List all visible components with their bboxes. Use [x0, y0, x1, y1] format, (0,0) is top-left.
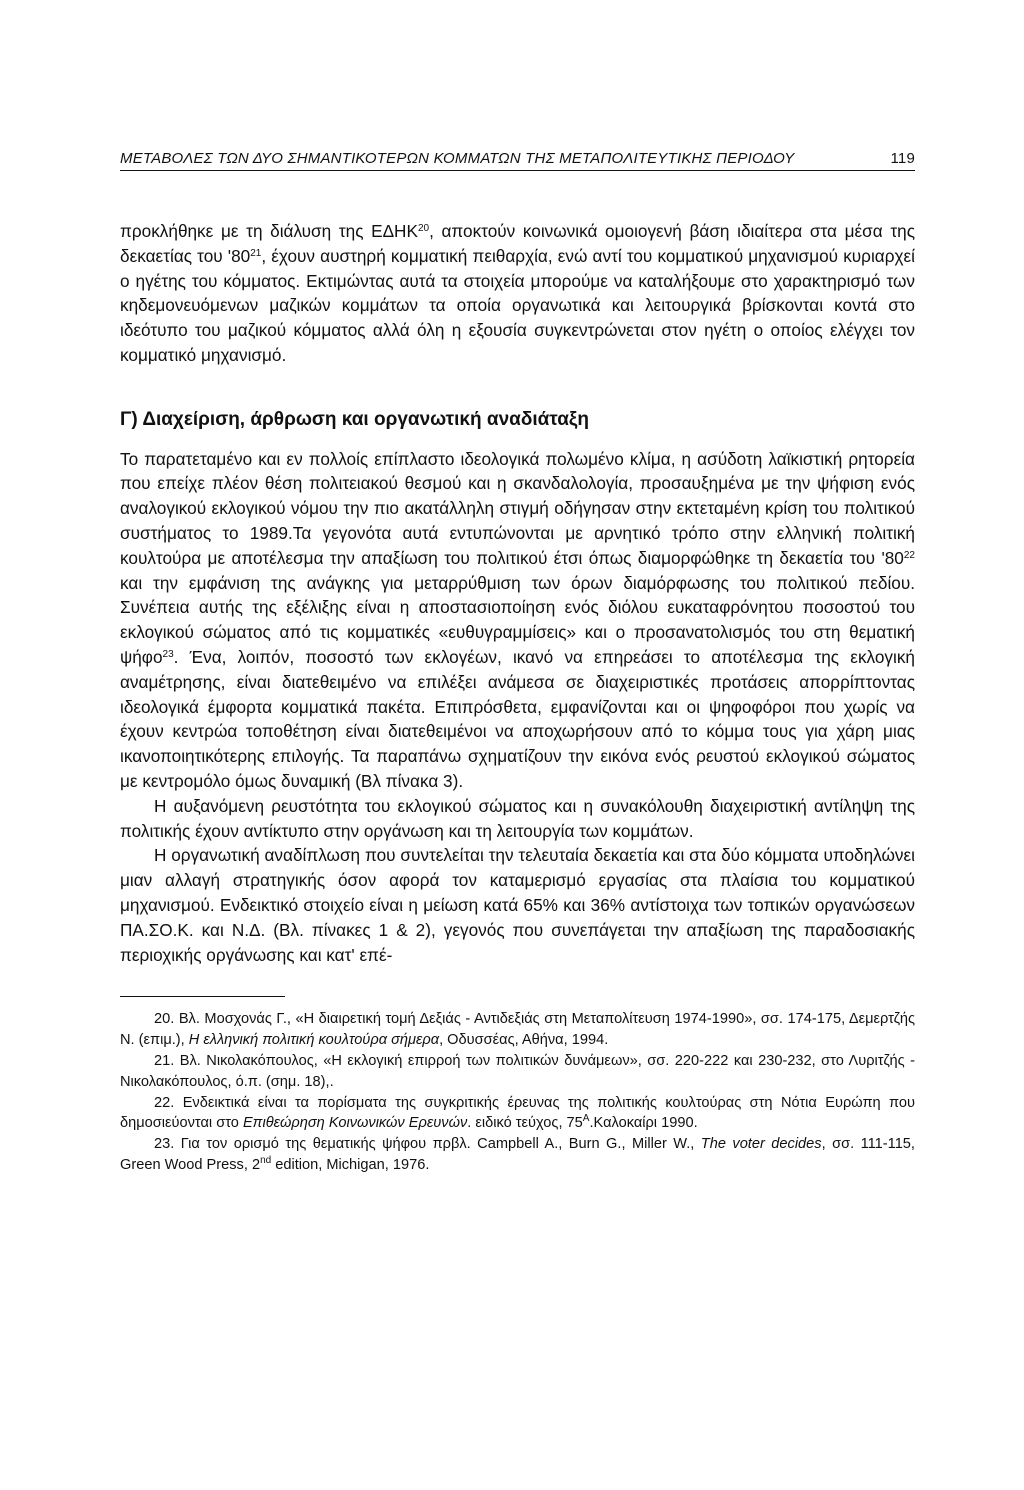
- footnote-23: 23. Για τον ορισμό της θεματικής ψήφου πρβλ. Campbell A., Burn G., Miller W., The voter decides, σσ. 111-115, Green Wood Press, 2nd edition, Michigan, 1976.: [120, 1136, 915, 1173]
- section-paragraph-1: Το παρατεταμένο και εν πολλοίς επίπλαστο ιδεολογικά πολωμένο κλίμα, η ασύδοτη λαϊκιστική ρητορεία που επείχε πλέον θέση πολιτειακού θεσμού και η σκανδαλολογία, προσαυξημένα με την ψήφιση ενός αναλογικού εκλογικού νόμου την πιο ακατάλληλη στιγμή οδήγησαν στην εκτεταμένη κρίση του πολιτικού συστήματος το 1989.Τα γεγονότα αυτά εντυπώνονται με αρνητικό τρόπο στην ελληνική πολιτική κουλτούρα με αποτέλεσμα την απαξίωση του πολιτικού έτσι όπως διαμορφώθηκε τη δεκαετία του '$80^{22}$ και την εμφάνιση της ανάγκης για μεταρρύθμιση των όρων διαμόρφωσης του πολιτικού πεδίου. Συνέπεια αυτής της εξέλιξης είναι η αποστασιοποίηση ενός διόλου ευκαταφρόνητου ποσοστού του εκλογικού σώματος από τις κομματικές «ευθυγραμμίσεις» και ο προσανατολισμός του στη θεματική ψήφο$^{23}$. Ένα, λοιπόν, ποσοστό των εκλογέων, ικανό να επηρεάσει το αποτέλεσμα της εκλογική αναμέτρησης, είναι διατεθειμένο να επιλέξει ανάμεσα σε διαχειριστικές προτάσεις απορρίπτοντας ιδεολογικά έμφορτα κομματικά πακέτα. Επιπρόσθετα, εμφανίζονται και οι ψηφοφόροι που χωρίς να έχουν κεντρώα τοποθέτηση είναι διατεθειμένοι να αποχωρήσουν από το κόμμα τους για χάρη μιας ικανοποιητικότερης επιλογής. Τα παραπάνω σχηματίζουν την εικόνα ενός ρευστού εκλογικού σώματος με κεντρομόλο όμως δυναμική (Βλ πίνακα 3).: [120, 448, 915, 791]
- body-text: [120, 219, 915, 967]
- footnote-divider: [120, 996, 285, 997]
- footnote-ref-21[interactable]: 21: [250, 247, 262, 259]
- footnotes: [120, 1009, 915, 1175]
- footnote-22: 22. Ενδεικτικά είναι τα πορίσματα της συγκριτικής έρευνας της πολιτικής κουλτούρας στη Νότια Ευρώπη που δημοσιεύονται στο Επιθεώρηση Κοινωνικών Ερευνών. ειδικό τεύχος, $75^A.K\alpha\lambda o\kappa\alpha ί\rho\iota$ 1990.: [120, 1094, 915, 1132]
- footnote-20: 20. Βλ. Μοσχονάς Γ., «Η διαιρετική τομή Δεξιάς - Αντιδεξιάς στη Μεταπολίτευση 1974-1990», σσ. 174-175, Δεμερτζής Ν. (επιμ.), Η ελληνική πολιτική κουλτούρα σήμερα, Οδυσσέας, Αθήνα, 1994.: [120, 1011, 915, 1049]
- section-paragraph-2: Η αυξανόμενη ρευστότητα του εκλογικού σώματος και η συνακόλουθη διαχειριστική αντίληψη της πολιτικής έχουν αντίκτυπο στην οργάνωση και τη λειτουργία των κομμάτων.: [120, 795, 915, 841]
- running-header: [120, 150, 915, 171]
- section-paragraph-3: Η οργανωτική αναδίπλωση που συντελείται την τελευταία δεκαετία και στα δύο κόμματα υποδηλώνει μιαν αλλαγή στρατηγικής όσον αφορά τον καταμερισμό εργασίας στα πλαίσια του κομματικού μηχανισμού. Ενδεικτικό στοιχείο είναι η μείωση κατά 65% και 36% αντίστοιχα των τοπικών οργανώσεων ΠΑ.ΣΟ.Κ. και Ν.Δ. (Βλ. πίνακες 1 & 2), γεγονός που συνεπάγεται την απαξίωση της παραδοσιακής περιοχικής οργάνωσης και κατ' επέ-: [120, 845, 915, 965]
- running-title: ΜΕΤΑΒΟΛΕΣ ΤΩΝ ΔΥΟ ΣΗΜΑΝΤΙΚΟΤΕΡΩΝ ΚΟΜΜΑΤΩΝ ΤΗΣ ΜΕΤΑΠΟΛΙΤΕΥΤΙΚΗΣ ΠΕΡΙΟΔΟΥ: [120, 150, 795, 167]
- section-heading: Γ) Διαχείριση, άρθρωση και οργανωτική αναδιάταξη: [120, 408, 589, 430]
- footnote-ref-20[interactable]: 20: [417, 223, 430, 234]
- page-number: 119: [890, 150, 915, 167]
- footnote-ref-22[interactable]: 22: [903, 549, 915, 561]
- intro-paragraph: προκλήθηκε με τη διάλυση της ΕΔΗΚ$^{20}$, αποκτούν κοινωνικά ομοιογενή βάση ιδιαίτερα στα μέσα της δεκαετίας του '$80^{21}$, έχουν αυστηρή κομματική πειθαρχία, ενώ αντί του κομματικού μηχανισμού κυριαρχεί ο ηγέτης του κόμματος. Εκτιμώντας αυτά τα στοιχεία μπορούμε να καταλήξουμε στο χαρακτηρισμό των κηδεμονευόμενων μαζικών κομμάτων τα οποία οργανωτικά και λειτουργικά βρίσκονται κοντά στο ιδεότυπο του μαζικού κόμματος αλλά όλη η εξουσία συγκεντρώνεται στον ηγέτη ο οποίος ελέγχει τον κομματικό μηχανισμό.: [120, 221, 915, 365]
- footnote-ref-23[interactable]: 23: [162, 648, 174, 660]
- footnote-21: 21. Βλ. Νικολακόπουλος, «Η εκλογική επιρροή των πολιτικών δυνάμεων», σσ. 220-222 και 230-232, στο Λυριτζής - Νικολακόπουλος, ό.π. (σημ. 18),.: [120, 1052, 915, 1090]
- document-page: [120, 150, 915, 1176]
